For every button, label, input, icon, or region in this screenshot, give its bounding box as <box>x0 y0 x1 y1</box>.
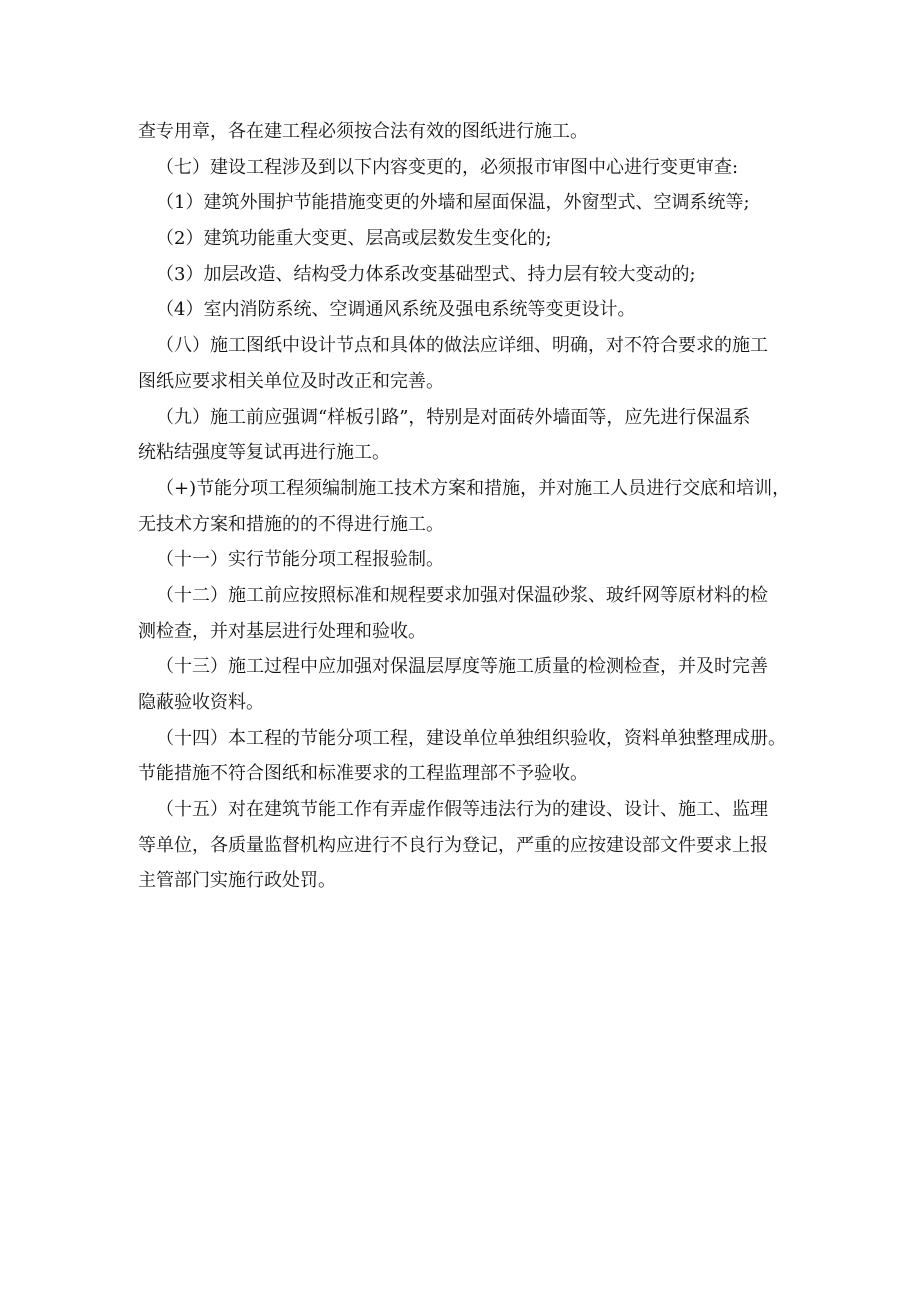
paragraph-subitem-4 <box>138 292 832 328</box>
text-line: 统粘结强度等复试再进行施工。 <box>138 442 390 464</box>
text-line: 测检查，并对基层进行处理和验收。 <box>138 620 426 642</box>
paragraph-item-15 <box>138 792 832 899</box>
text-line: （4）室内消防系统、空调通风系统及强电系统等变更设计。 <box>156 299 636 321</box>
paragraph-item-13 <box>138 649 832 720</box>
paragraph-item-14 <box>138 721 832 792</box>
paragraph-item-10 <box>138 471 832 542</box>
paragraph-subitem-2 <box>138 221 832 257</box>
document-body <box>138 114 832 899</box>
text-line: 隐蔽验收资料。 <box>138 692 264 713</box>
paragraph-subitem-3 <box>138 257 832 293</box>
text-line: 查专用章，各在建工程必须按合法有效的图纸进行施工。 <box>138 121 588 142</box>
text-line: 节能措施不符合图纸和标准要求的工程监理部不予验收。 <box>138 763 588 785</box>
paragraph-item-11 <box>138 542 832 578</box>
paragraph-subitem-1 <box>138 185 832 221</box>
text-line: （2）建筑功能重大变更、层高或层数发生变化的; <box>156 228 552 250</box>
text-line: （八）施工图纸中设计节点和具体的做法应详细、明确，对不符合要求的施工 <box>156 335 768 357</box>
text-line: （七）建设工程涉及到以下内容变更的，必须报市审图中心进行变更审查: <box>156 156 739 178</box>
text-line: 等单位，各质量监督机构应进行不良行为登记，严重的应按建设部文件要求上报 <box>138 834 768 856</box>
text-line: （十四）本工程的节能分项工程，建设单位单独组织验收，资料单独整理成册。 <box>156 727 786 749</box>
text-line: （九）施工前应强调“样板引路”，特别是对面砖外墙面等，应先进行保温系 <box>156 406 751 428</box>
text-line: 无技术方案和措施的的不得进行施工。 <box>138 513 444 535</box>
text-line: （十三）施工过程中应加强对保温层厚度等施工质量的检测检查，并及时完善 <box>156 656 768 678</box>
paragraph-item-12 <box>138 578 832 649</box>
text-line: （+)节能分项工程须编制施工技术方案和措施，并对施工人员进行交底和培训， <box>156 477 791 499</box>
text-line: 图纸应要求相关单位及时改正和完善。 <box>138 370 444 392</box>
text-line: （十五）对在建筑节能工作有弄虚作假等违法行为的建设、设计、施工、监理 <box>156 799 768 821</box>
paragraph-item-8 <box>138 328 832 399</box>
text-line: （十二）施工前应按照标准和规程要求加强对保温砂浆、玻纤网等原材料的检 <box>156 584 768 606</box>
paragraph-item-9 <box>138 400 832 471</box>
text-line: 主管部门实施行政处罚。 <box>138 870 336 892</box>
paragraph-item-7 <box>138 150 832 186</box>
text-line: （3）加层改造、结构受力体系改变基础型式、持力层有较大变动的; <box>156 263 696 285</box>
text-line: （十一）实行节能分项工程报验制。 <box>156 549 444 571</box>
paragraph-continuation <box>138 114 832 150</box>
text-line: （1）建筑外围护节能措施变更的外墙和屋面保温，外窗型式、空调系统等; <box>156 192 750 214</box>
